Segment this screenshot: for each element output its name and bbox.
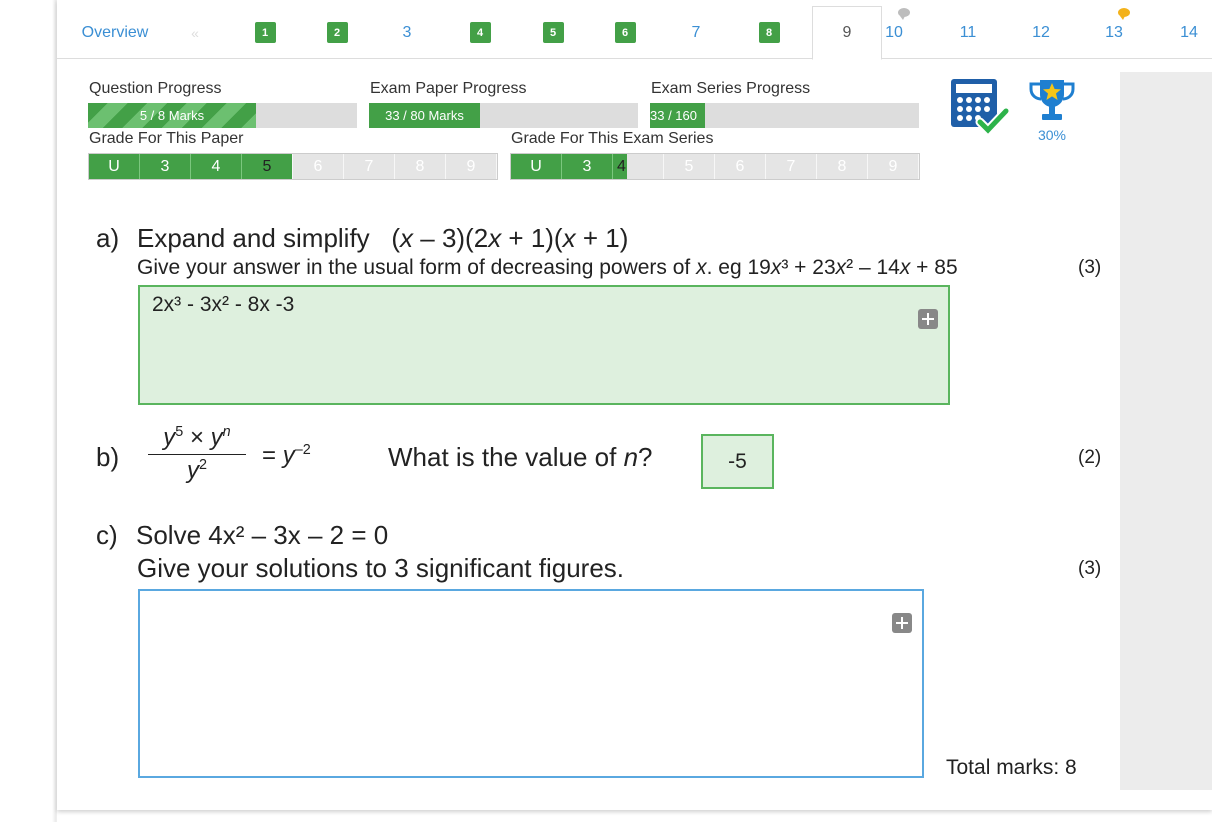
paper-progress-fill: 33 / 80 Marks [369,103,480,128]
page-margin [0,0,57,822]
grade-cell-9: 9 [868,154,919,179]
grade-cell-4: 4 [191,154,242,179]
series-progress-label: Exam Series Progress [651,80,811,97]
total-marks: Total marks: 8 [946,756,1077,779]
tab-complete-badge: 2 [327,22,348,43]
question-b-fraction [148,424,246,485]
tab-question-7[interactable] [676,6,716,59]
grade-cell-9: 9 [446,154,497,179]
grade-cell-5: 5 [664,154,715,179]
grade-series-scale [510,153,920,180]
tab-complete-badge: 5 [543,22,564,43]
tab-complete-badge: 4 [470,22,491,43]
question-c-instruction: Give your solutions to 3 significant figures. [137,553,625,583]
tab-question-12[interactable] [1021,6,1061,59]
tab-label: 10 [885,23,903,41]
question-tabs [57,6,1212,59]
tab-label: 3 [402,23,412,41]
fraction-numerator: $y^5 \times y^n$ [148,424,246,455]
tab-question-2[interactable] [325,6,349,59]
fraction-denominator: $y^2$ [186,457,207,484]
tab-overview[interactable]: Overview [81,23,149,41]
question-progress-fill: 5 / 8 Marks [88,103,256,128]
question-b-answer: -5 [728,449,747,473]
grade-cell-4: 4 [613,154,664,179]
grade-cell-U: U [89,154,140,179]
tab-label: 11 [959,23,977,41]
grade-cell-3: 3 [562,154,613,179]
tab-label: 12 [1032,23,1050,41]
series-progress-bar [650,103,919,128]
tab-question-11[interactable] [948,6,988,59]
grade-cell-6: 6 [715,154,766,179]
calculator-allowed-icon [950,78,1010,138]
series-progress-fill: 33 / 160 [650,103,705,128]
trophy-icon[interactable] [1027,76,1077,124]
question-c-answer-box[interactable] [138,589,924,778]
paper-progress-label: Exam Paper Progress [370,80,527,97]
question-progress-bar [88,103,357,128]
question-a-answer: 2x³ - 3x² - 8x -3 [152,293,295,316]
question-b-letter: b) [96,442,120,472]
tab-question-4[interactable] [468,6,492,59]
tab-complete-badge: 1 [255,22,276,43]
insert-symbol-icon[interactable] [918,309,938,329]
grade-cell-5: 5 [242,154,293,179]
question-c-title: Solve 4x² – 3x – 2 = 0 [136,520,389,550]
tab-question-10[interactable] [874,6,914,59]
grade-cell-7: 7 [766,154,817,179]
comment-icon [1118,8,1130,17]
question-a-title-prefix: Expand and simplify [137,223,370,253]
question-a-marks: (3) [1078,257,1102,278]
grade-cell-8: 8 [817,154,868,179]
tab-label: 14 [1180,23,1198,41]
tab-question-5[interactable] [541,6,565,59]
tab-question-6[interactable] [613,6,637,59]
grade-cell-6: 6 [293,154,344,179]
comment-icon [898,8,910,17]
tab-label: 13 [1105,23,1123,41]
question-a-letter: a) [96,223,120,253]
question-b-equals: = $y^{-2}$ [262,442,311,469]
tab-complete-badge: 8 [759,22,780,43]
tab-question-8[interactable] [757,6,781,59]
tab-question-3[interactable] [387,6,427,59]
tab-question-14[interactable] [1169,6,1209,59]
tab-question-9[interactable] [812,6,882,60]
question-a-instruction: Give your answer in the usual form of decreasing powers of x. eg 19x³ + 23x² – 14x + 85 [137,256,958,279]
side-panel [1120,72,1212,790]
question-b-answer-box[interactable] [701,434,774,489]
grade-cell-8: 8 [395,154,446,179]
grade-paper-scale [88,153,498,180]
question-progress-label: Question Progress [89,80,222,97]
tab-label: 7 [691,23,701,41]
grade-cell-7: 7 [344,154,395,179]
question-a-expression: (x – 3)(2x + 1)(x + 1) [391,223,629,253]
paper-progress-bar [369,103,638,128]
question-c-marks: (3) [1078,558,1102,579]
tab-question-1[interactable] [253,6,277,59]
tab-question-13[interactable] [1094,6,1134,59]
insert-symbol-icon[interactable] [892,613,912,633]
tab-complete-badge: 6 [615,22,636,43]
question-a-answer-box[interactable] [138,285,950,405]
question-b-prompt: What is the value of n? [388,442,653,472]
question-c-letter: c) [96,520,118,550]
grade-cell-U: U [511,154,562,179]
prev-arrow-icon[interactable]: « [191,24,199,41]
grade-series-label: Grade For This Exam Series [511,130,714,147]
question-a-title [137,223,628,254]
trophy-percent: 30% [1037,127,1067,143]
grade-paper-label: Grade For This Paper [89,130,244,147]
grade-cell-3: 3 [140,154,191,179]
tab-label: 9 [842,24,852,41]
question-b-marks: (2) [1078,447,1102,468]
